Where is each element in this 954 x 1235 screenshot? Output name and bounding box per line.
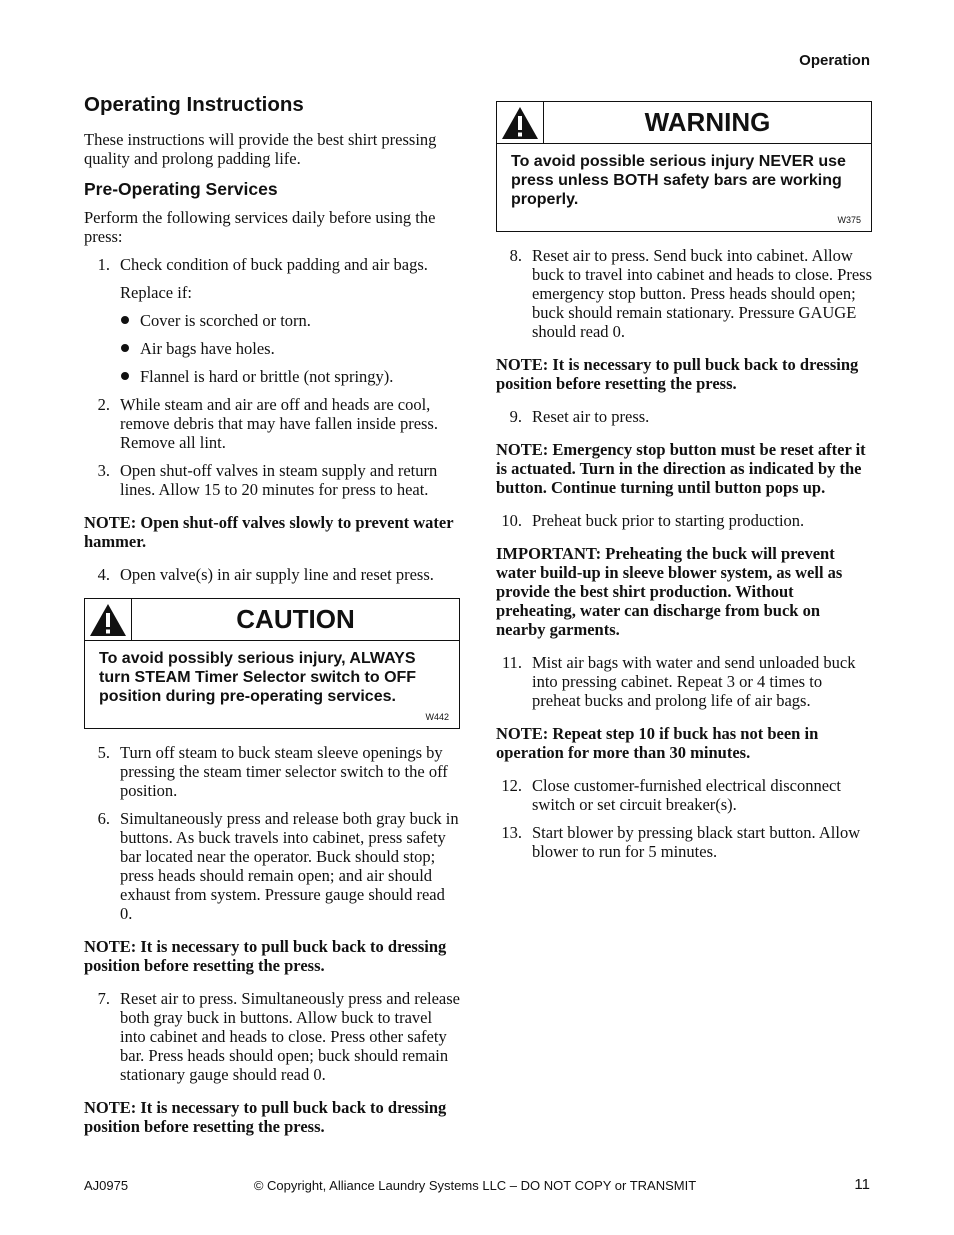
note-text: NOTE: Emergency stop button must be reset after it is actuated. Turn in the direction as indicated by the button. Continue turning until button pops up.	[496, 440, 866, 497]
step-text: Reset air to press. Simultaneously press and release both gray buck in buttons. Allow buck to travel into cabinet and heads to close. Press other safety bar. Press heads should open; buck should remain stationary gauge should read 0.	[120, 989, 460, 1084]
warning-title: WARNING	[644, 107, 771, 137]
note-text: NOTE: It is necessary to pull buck back to dressing position before resetting the press.	[496, 355, 859, 393]
warning-triangle-icon	[501, 106, 539, 140]
important-text: IMPORTANT: Preheating the buck will prevent water build-up in sleeve blower system, as well as provide the best shirt production. Without preheating, water can discharge from buck on nearby garments.	[496, 544, 843, 639]
caution-code: W442	[425, 712, 449, 722]
step-text: Check condition of buck padding and air bags.	[120, 255, 428, 274]
step-item	[84, 255, 460, 274]
step-item	[496, 823, 872, 861]
step-item	[84, 395, 460, 452]
bullet-item	[84, 339, 460, 358]
step-number: 2.	[97, 395, 110, 414]
right-column	[496, 101, 872, 870]
step-text: Mist air bags with water and send unloaded buck into pressing cabinet. Repeat 3 or 4 times to preheat bucks and prolong life of air bags.	[532, 653, 856, 710]
step-item	[496, 407, 872, 426]
note-text: NOTE: It is necessary to pull buck back to dressing position before resetting the press.	[84, 1098, 447, 1136]
step-number: 9.	[509, 407, 522, 426]
step-text: Reset air to press. Send buck into cabinet. Allow buck to travel into cabinet and heads to close. Press emergency stop button. Press heads should open; buck should remain stationary. Pressure GAUGE should read 0.	[532, 246, 872, 341]
step-item	[84, 989, 460, 1084]
step-text: Simultaneously press and release both gray buck in buttons. As buck travels into cabinet, press safety bar located near the operator. Buck should stop; press heads should remain open; and air should exhaust from system. Pressure gauge should read 0.	[120, 809, 459, 923]
step-text: Start blower by pressing black start button. Allow blower to run for 5 minutes.	[532, 823, 861, 861]
bullet-item	[84, 311, 460, 330]
warning-triangle-icon	[89, 603, 127, 637]
bullet-text: Flannel is hard or brittle (not springy).	[140, 367, 394, 386]
step-item	[496, 653, 872, 710]
step-number: 6.	[97, 809, 110, 828]
step-item	[496, 776, 872, 814]
sub-intro-paragraph: Perform the following services daily before using the press:	[84, 208, 436, 246]
bullet-text: Cover is scorched or torn.	[140, 311, 311, 330]
bullet-icon	[121, 372, 129, 380]
page-number: 11	[854, 1176, 870, 1193]
section-header: Operation	[799, 52, 870, 69]
replace-if-label: Replace if:	[120, 283, 192, 302]
step-text: While steam and air are off and heads are cool, remove debris that may have fallen inside press. Remove all lint.	[120, 395, 438, 452]
bullet-item	[84, 367, 460, 386]
document-code: AJ0975	[84, 1178, 129, 1193]
note-text: NOTE: It is necessary to pull buck back to dressing position before resetting the press.	[84, 937, 447, 975]
step-number: 13.	[501, 823, 522, 842]
bullet-icon	[121, 344, 129, 352]
page-title: Operating Instructions	[84, 93, 304, 116]
copyright-notice: © Copyright, Alliance Laundry Systems LLC – DO NOT COPY or TRANSMIT	[253, 1178, 697, 1193]
step-text: Open valve(s) in air supply line and reset press.	[120, 565, 434, 584]
step-number: 8.	[509, 246, 522, 265]
step-item	[84, 743, 460, 800]
step-item	[84, 461, 460, 499]
step-text: Open shut-off valves in steam supply and return lines. Allow 15 to 20 minutes for press to heat.	[120, 461, 438, 499]
step-text: Close customer-furnished electrical disconnect switch or set circuit breaker(s).	[532, 776, 841, 814]
step-text: Preheat buck prior to starting production.	[532, 511, 805, 530]
intro-paragraph: These instructions will provide the best shirt pressing quality and prolong padding life.	[84, 130, 437, 168]
step-number: 5.	[97, 743, 110, 762]
step-number: 7.	[97, 989, 110, 1008]
bullet-icon	[121, 316, 129, 324]
caution-text: To avoid possibly serious injury, ALWAYS turn STEAM Timer Selector switch to OFF position during pre-operating services.	[99, 650, 417, 705]
warning-text: To avoid possible serious injury NEVER use press unless BOTH safety bars are working properly.	[511, 153, 846, 208]
caution-title: CAUTION	[236, 604, 355, 634]
note-text: NOTE: Open shut-off valves slowly to prevent water hammer.	[84, 513, 454, 551]
step-item	[84, 565, 460, 584]
step-number: 12.	[501, 776, 522, 795]
step-item	[496, 246, 872, 341]
note-text: NOTE: Repeat step 10 if buck has not been in operation for more than 30 minutes.	[496, 724, 819, 762]
caution-box	[84, 598, 460, 729]
step-number: 3.	[97, 461, 110, 480]
caution-icon-cell	[85, 599, 132, 640]
step-item	[84, 809, 460, 923]
left-column	[84, 92, 460, 1150]
step-number: 4.	[97, 565, 110, 584]
step-item	[496, 511, 872, 530]
section-subtitle: Pre-Operating Services	[84, 179, 278, 199]
warning-box	[496, 101, 872, 232]
step-number: 1.	[97, 255, 110, 274]
step-text: Reset air to press.	[532, 407, 650, 426]
step-number: 10.	[501, 511, 522, 530]
step-number: 11.	[501, 653, 522, 672]
step-text: Turn off steam to buck steam sleeve openings by pressing the steam timer selector switch to the off position.	[120, 743, 448, 800]
warning-icon-cell	[497, 102, 544, 143]
warning-header	[497, 102, 871, 144]
caution-header	[85, 599, 459, 641]
warning-code: W375	[837, 215, 861, 225]
bullet-text: Air bags have holes.	[140, 339, 275, 358]
